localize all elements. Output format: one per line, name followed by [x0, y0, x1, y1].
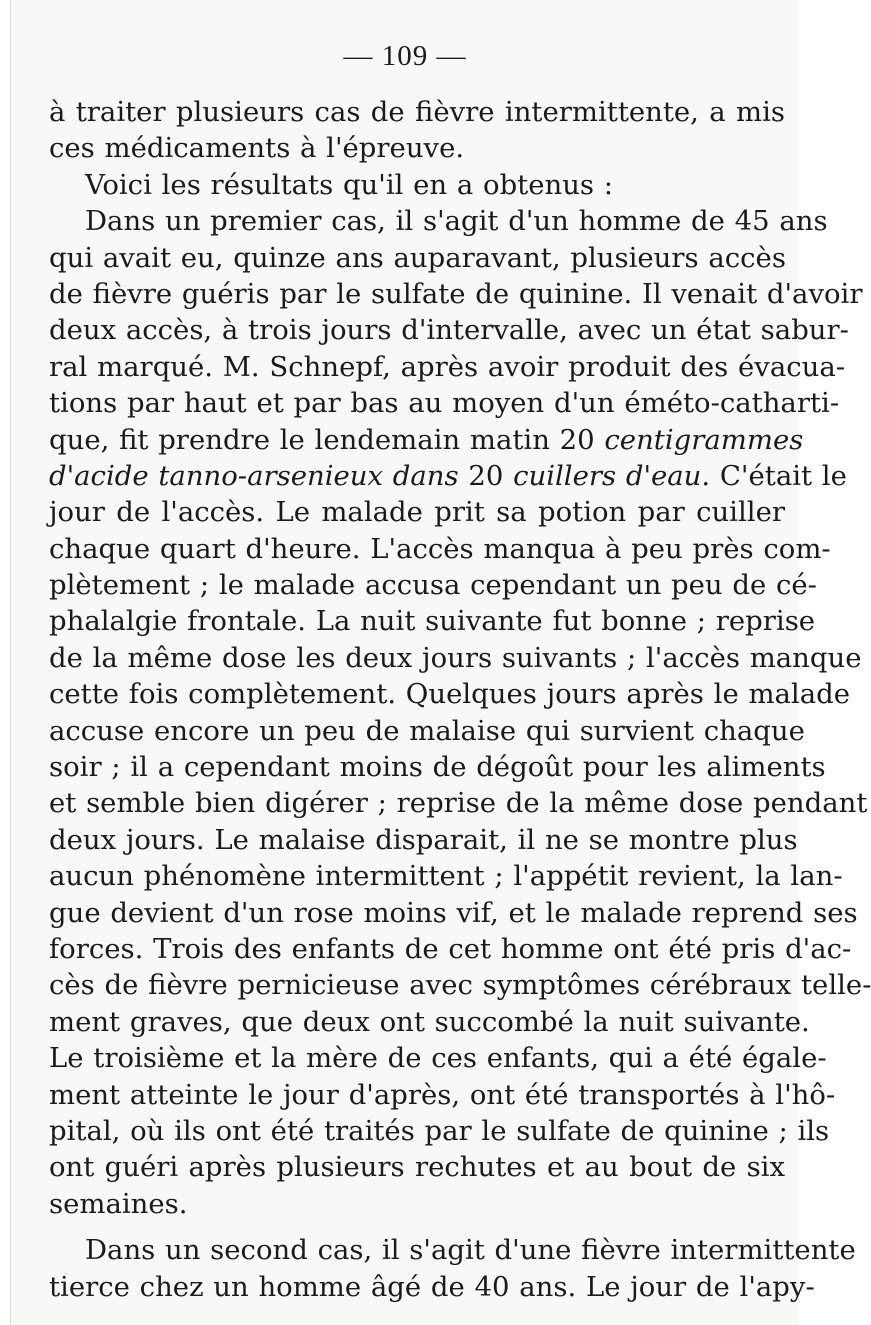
line-text: tions par haut et par bas au moyen d'un éméto-catharti- [49, 387, 840, 420]
line-text: deux jours. Le malaise disparait, il ne se montre plus [49, 823, 798, 856]
line-text: ment graves, que deux ont succombé la nuit suivante. [49, 1005, 810, 1038]
line-text: Dans un second cas, il s'agit d'une fièvre intermittente [85, 1234, 856, 1267]
line-text: ces médicaments à l'épreuve. [49, 132, 465, 165]
line-text: ral marqué. M. Schnepf, après avoir produit des évacua- [49, 350, 846, 383]
line-text: 20 [458, 459, 514, 492]
line-text: gue devient d'un rose moins vif, et le malade reprend ses [49, 896, 858, 929]
line-text: ment atteinte le jour d'après, ont été transportés à l'hô- [49, 1078, 836, 1111]
line-text: aucun phénomène intermittent ; l'appétit revient, la lan- [49, 860, 843, 893]
text-line [49, 1269, 815, 1305]
text-line [49, 1149, 785, 1185]
text-line [49, 676, 850, 712]
line-text: à traiter plusieurs cas de fièvre intermittente, a mis [49, 96, 785, 128]
italic-text: d'acide tanno-arsenieux dans [49, 459, 459, 492]
text-line [49, 349, 846, 385]
text-line [49, 567, 817, 603]
text-line [49, 1077, 836, 1113]
line-text: Le troisième et la mère de ces enfants, qui a été égale- [49, 1042, 827, 1075]
line-text: de fièvre guéris par le sulfate de quinine. Il venait d'avoir [49, 277, 863, 310]
line-text: accuse encore un peu de malaise qui survient chaque [49, 714, 805, 747]
text-line [49, 713, 805, 749]
text-line [49, 1232, 856, 1268]
text-line [49, 858, 843, 894]
line-text: phalalgie frontale. La nuit suivante fut bonne ; reprise [49, 605, 816, 638]
book-page [10, 0, 871, 1325]
line-text: pital, où ils ont été traités par le sulfate de quinine ; ils [49, 1114, 830, 1147]
line-text: de la même dose les deux jours suivants ; l'accès manque [49, 641, 862, 674]
line-text: ont guéri après plusieurs rechutes et au bout de six [49, 1151, 785, 1184]
line-text: plètement ; le malade accusa cependant un peu de cé- [49, 569, 817, 602]
line-text: cette fois complètement. Quelques jours après le malade [49, 678, 850, 711]
line-text: que, fit prendre le lendemain matin 20 [49, 423, 605, 456]
text-line [49, 94, 785, 130]
text-line [49, 312, 849, 348]
text-line [49, 603, 816, 639]
text-line [49, 1040, 827, 1076]
text-line [49, 785, 868, 821]
text-line [49, 1113, 830, 1149]
text-line [49, 749, 826, 785]
text-line [49, 1004, 810, 1040]
line-text: et semble bien digérer ; reprise de la même dose pendant [49, 787, 868, 820]
line-text: qui avait eu, quinze ans auparavant, plusieurs accès [49, 241, 786, 274]
line-text: forces. Trois des enfants de cet homme ont été pris d'ac- [49, 932, 852, 965]
page-number: — 109 — [343, 40, 467, 72]
line-text: semaines. [49, 1187, 188, 1220]
text-line [49, 203, 828, 239]
line-text: chaque quart d'heure. L'accès manqua à peu près com- [49, 532, 831, 565]
line-text: Dans un premier cas, il s'agit d'un homme de 45 ans [85, 205, 828, 238]
line-text: Voici les résultats qu'il en a obtenus : [85, 168, 614, 201]
line-text: . C'était le [701, 459, 847, 492]
text-line [49, 931, 852, 967]
text-line [49, 167, 785, 203]
italic-text: cuillers d'eau [513, 459, 702, 492]
line-text: deux accès, à trois jours d'intervalle, avec un état sabur- [49, 314, 849, 347]
text-line [49, 385, 840, 421]
line-text: soir ; il a cependant moins de dégoût pour les aliments [49, 751, 826, 784]
text-line [49, 494, 785, 530]
text-line [49, 240, 785, 276]
body-text [49, 94, 871, 1305]
text-line [49, 276, 863, 312]
text-line [49, 531, 831, 567]
text-line [49, 967, 871, 1003]
text-line [49, 130, 785, 166]
line-text: cès de fièvre pernicieuse avec symptômes cérébraux telle- [49, 969, 871, 1002]
text-line [49, 458, 847, 494]
text-line [49, 822, 798, 858]
text-line [49, 895, 858, 931]
italic-text: centigrammes [604, 423, 804, 456]
text-line [49, 422, 804, 458]
text-line [49, 1186, 785, 1222]
text-line [49, 640, 862, 676]
line-text: jour de l'accès. Le malade prit sa potion par cuiller [49, 496, 785, 529]
line-text: tierce chez un homme âgé de 40 ans. Le jour de l'apy- [49, 1270, 815, 1303]
